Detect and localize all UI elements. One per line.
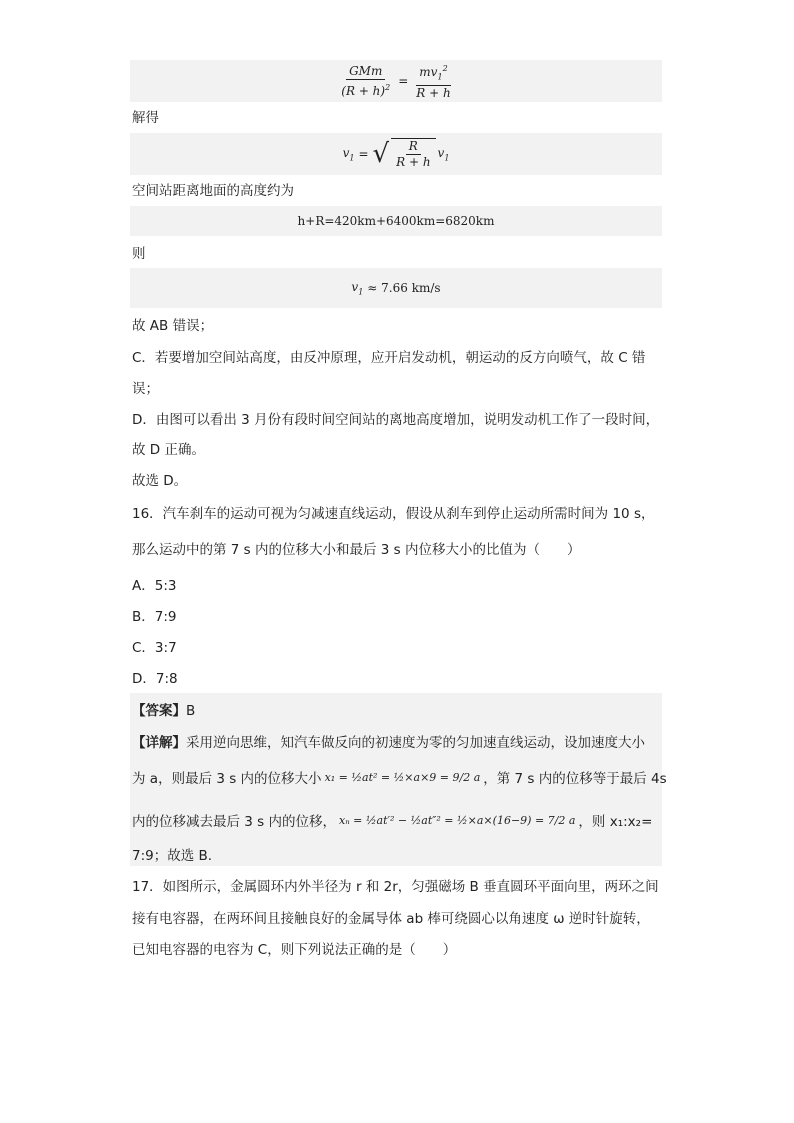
rhs-numerator: $mv_1^2$ — [416, 61, 450, 85]
lhs-denominator: $(R + h)^2$ — [341, 82, 391, 98]
q17-stem-line2: 接有电容器，在两环间且接触良好的金属导体 ab 棒可绕圆心以角速度 ω 逆时针旋转， — [132, 911, 650, 927]
text-ab-wrong: 故 AB 错误； — [132, 318, 214, 334]
equation-height-sum — [130, 206, 662, 236]
detail-text-3a: 内的位移减去最后 3 s 内的位移， — [132, 814, 336, 830]
q16-detail-line2 — [132, 762, 667, 792]
detail-label: 【详解】 — [132, 735, 186, 751]
text-height: 空间站距离地面的高度约为 — [132, 183, 294, 199]
rhs-denominator: R + h — [416, 85, 451, 100]
equation-velocity-value — [130, 268, 662, 308]
q16-option-c: C．3:7 — [132, 640, 177, 656]
q16-answer — [132, 702, 195, 720]
eq3-text: h+R=420km+6400km=6820km — [297, 214, 495, 228]
radicand-fraction — [391, 138, 435, 170]
radicand-denominator: R + h — [396, 155, 431, 169]
detail-text-1: 采用逆向思维，知汽车做反向的初速度为零的匀加速直线运动，设加速度大小 — [186, 735, 645, 751]
fraction-rhs — [413, 61, 453, 100]
q16-detail-line3 — [132, 805, 652, 835]
eq2-equals: = — [358, 147, 369, 161]
eq4-rhs: ≈ 7.66 km/s — [367, 281, 441, 295]
eq2-lhs: $v_1$ — [342, 145, 355, 163]
lhs-numerator: GMm — [346, 64, 385, 80]
radical-sign: √ — [372, 139, 390, 169]
answer-value: B — [186, 703, 196, 719]
q16-option-d: D．7:8 — [132, 671, 178, 687]
text-choose-d: 故选 D。 — [132, 473, 188, 489]
q16-detail-line1 — [132, 734, 645, 752]
text-option-d-line1: D．由图可以看出 3 月份有段时间空间站的离地高度增加，说明发动机工作了一段时间， — [132, 412, 660, 428]
equation-velocity-sqrt — [130, 133, 662, 175]
detail-text-2a: 为 a，则最后 3 s 内的位移大小 — [132, 771, 322, 787]
detail-equation-2: xₙ = ½at′² − ½at″² = ½×a×(16−9) = 7/2 a — [339, 813, 576, 827]
detail-text-3b: ，则 x₁:x₂= — [578, 814, 653, 830]
equals-sign: = — [398, 74, 409, 88]
text-ze: 则 — [132, 246, 146, 262]
radicand-numerator: R — [406, 139, 421, 155]
text-option-c-line2: 误； — [132, 381, 159, 397]
equation-gravity-centripetal — [130, 60, 662, 102]
fraction-lhs — [338, 64, 393, 99]
q16-detail-line4: 7:9；故选 B. — [132, 848, 213, 864]
answer-label: 【答案】 — [132, 703, 186, 719]
eq4-lhs: $v_1$ — [351, 279, 364, 297]
text-jiede: 解得 — [132, 110, 159, 126]
text-option-c-line1: C．若要增加空间站高度，由反冲原理，应开启发动机，朝运动的反方向喷气，故 C 错 — [132, 350, 646, 366]
q16-stem-line2: 那么运动中的第 7 s 内的位移大小和最后 3 s 内位移大小的比值为（ ） — [132, 542, 581, 558]
q16-option-b: B．7:9 — [132, 609, 177, 625]
q16-stem-line1: 16．汽车刹车的运动可视为匀减速直线运动，假设从刹车到停止运动所需时间为 10 s， — [132, 506, 655, 522]
detail-text-2b: ，第 7 s 内的位移等于最后 4s — [483, 771, 667, 787]
eq2-tail: $v_1$ — [437, 145, 450, 163]
text-option-d-line2: 故 D 正确。 — [132, 442, 205, 458]
detail-equation-1: x₁ = ½at² = ½×a×9 = 9/2 a — [324, 770, 481, 784]
q17-stem-line1: 17．如图所示，金属圆环内外半径为 r 和 2r，匀强磁场 B 垂直圆环平面向里，两环之间 — [132, 879, 659, 895]
q17-stem-line3: 已知电容器的电容为 C，则下列说法正确的是（ ） — [132, 942, 457, 958]
square-root — [373, 138, 438, 170]
q16-option-a: A．5:3 — [132, 578, 177, 594]
